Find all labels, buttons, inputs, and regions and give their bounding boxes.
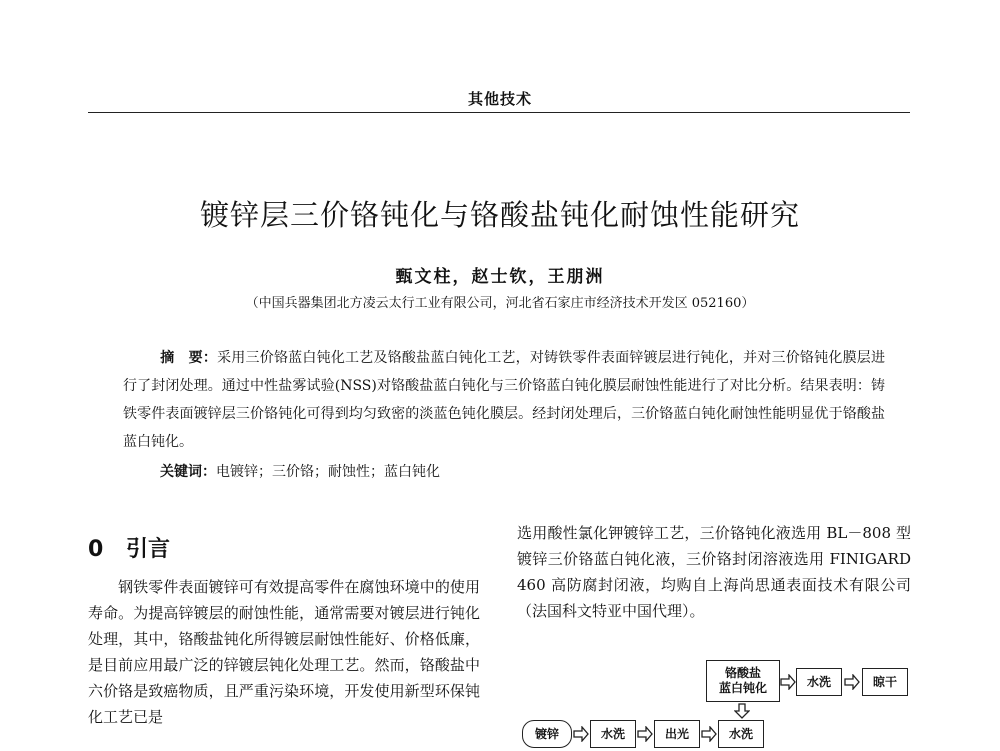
flow-box-chromate-line1: 铬酸盐 [724,666,761,680]
flow-box-rinse-top: 水洗 [796,668,842,696]
flow-arrow-right-icon [637,726,653,742]
left-column [88,574,480,730]
flow-box-brighten: 出光 [654,720,700,748]
left-column-text: 钢铁零件表面镀锌可有效提高零件在腐蚀环境中的使用寿命。为提高锌镀层的耐蚀性能，通常需要对镀层进行钝化处理，其中，铬酸盐钝化所得镀层耐蚀性能好、价格低廉，是目前应用最广泛的锌镀层钝化处理工艺。然而，铬酸盐中六价铬是致癌物质，且严重污染环境，开发使用新型环保钝化工艺已是 [88,578,480,726]
process-flowchart [500,650,920,751]
flow-arrow-down-icon [734,703,750,719]
flow-box-chromate-passivation [706,660,780,702]
flow-box-rinse-1: 水洗 [590,720,636,748]
flow-box-rinse-2: 水洗 [718,720,764,748]
flow-arrow-right-icon [701,726,717,742]
abstract-label: 摘 要： [160,350,218,366]
section-heading [88,532,170,563]
flow-box-galvanize: 镀锌 [522,720,572,748]
flow-box-air-dry: 晾干 [862,668,908,696]
section-number: 0 [88,537,104,562]
flow-box-chromate-line2: 蓝白钝化 [718,681,767,695]
authors: 甄文柱，赵士钦，王朋洲 [395,267,605,287]
abstract [123,344,885,456]
keywords-label: 关键词： [160,464,216,480]
paper-title: 镀锌层三价铬钝化与铬酸盐钝化耐蚀性能研究 [199,198,800,232]
right-column [517,520,911,624]
flow-arrow-right-icon [844,674,860,690]
keywords [160,458,440,486]
right-column-text: 选用酸性氯化钾镀锌工艺，三价铬钝化液选用 BL－808 型镀锌三价铬蓝白钝化液，三价铬封闭溶液选用 FINIGARD 460 高防腐封闭液，均购自上海尚思通表面技术有限公司（法国科文特亚中国代理）。 [517,524,911,620]
affiliation: （中国兵器集团北方凌云太行工业有限公司，河北省石家庄市经济技术开发区 052160） [245,296,755,311]
flow-arrow-right-icon [780,674,796,690]
running-header: 其他技术 [467,90,532,108]
keywords-text: 电镀锌；三价铬；耐蚀性；蓝白钝化 [216,464,440,480]
abstract-text: 采用三价铬蓝白钝化工艺及铬酸盐蓝白钝化工艺，对铸铁零件表面锌镀层进行钝化，并对三价铬钝化膜层进行了封闭处理。通过中性盐雾试验(NSS)对铬酸盐蓝白钝化与三价铬蓝白钝化膜层耐蚀性能进行了对比分析。结果表明：铸铁零件表面镀锌层三价铬钝化可得到均匀致密的淡蓝色钝化膜层。经封闭处理后，三价铬蓝白钝化耐蚀性能明显优于铬酸盐蓝白钝化。 [123,350,886,450]
flow-arrow-right-icon [573,726,589,742]
section-title: 引言 [126,537,171,562]
header-rule [88,112,910,113]
